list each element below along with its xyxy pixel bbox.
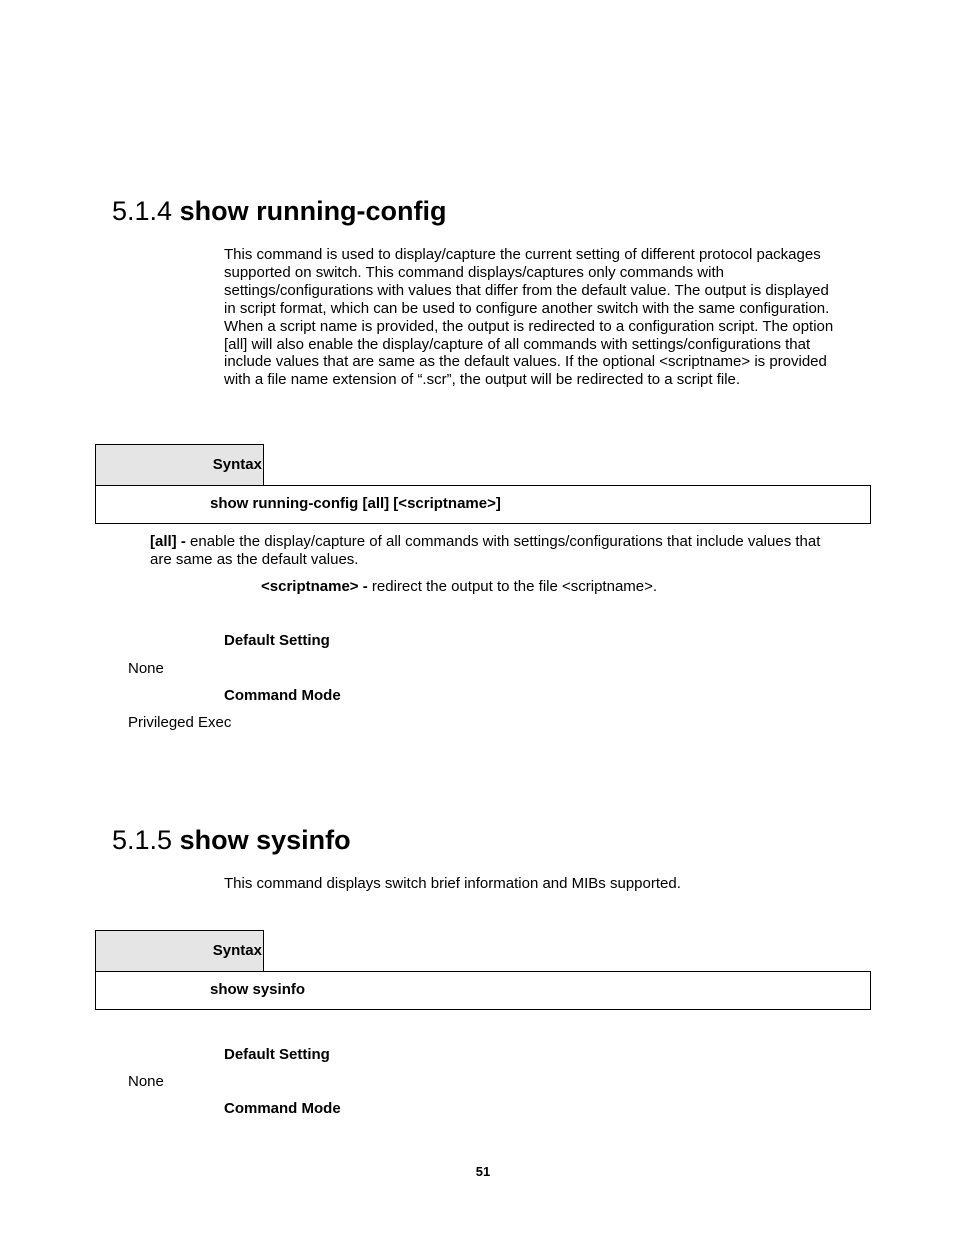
syntax-label: Syntax: [212, 456, 262, 473]
syntax-box: [95, 485, 871, 524]
section-command: show running-config: [179, 196, 447, 226]
section-heading-5-1-4: [112, 195, 447, 227]
param-name: [all] -: [150, 533, 186, 550]
default-setting-label: Default Setting: [224, 1046, 330, 1063]
section-number: 5.1.4: [112, 196, 173, 226]
param-all: [150, 533, 820, 551]
description-line: include values that are same as the default values. If the optional <scriptname> is provided: [224, 353, 827, 371]
default-setting-value: None: [128, 660, 164, 677]
section-description: [224, 246, 833, 389]
syntax-header: [95, 930, 264, 971]
param-desc: enable the display/capture of all commands with settings/configurations that include values that: [185, 533, 821, 550]
default-setting-label: Default Setting: [224, 632, 330, 649]
section-number: 5.1.5: [112, 825, 173, 855]
param-desc: redirect the output to the file <scriptname>.: [367, 578, 658, 595]
param-name: <scriptname> -: [261, 578, 368, 595]
description-line: with a file name extension of “.scr”, the output will be redirected to a script file.: [224, 371, 741, 389]
command-mode-label: Command Mode: [224, 1100, 341, 1117]
page-number: 51: [475, 1164, 491, 1179]
param-scriptname: [261, 578, 657, 596]
description-line: settings/configurations with values that differ from the default value. The output is displayed: [224, 281, 829, 299]
description-line: in script format, which can be used to configure another switch with the same configuration.: [224, 299, 830, 317]
syntax-command: show sysinfo: [210, 981, 306, 998]
command-mode-label: Command Mode: [224, 687, 341, 704]
description-line: When a script name is provided, the output is redirected to a configuration script. The option: [224, 317, 834, 335]
section-command: show sysinfo: [179, 825, 351, 855]
default-setting-value: None: [128, 1073, 164, 1090]
section-heading-5-1-5: [112, 824, 351, 856]
syntax-box: [95, 971, 871, 1010]
description-line: supported on switch. This command displays/captures only commands with: [224, 263, 724, 281]
description-line: This command is used to display/capture the current setting of different protocol packages: [224, 246, 821, 263]
syntax-label: Syntax: [212, 942, 262, 959]
command-mode-value: Privileged Exec: [128, 714, 232, 731]
syntax-header: [95, 444, 264, 485]
param-all-continued: are same as the default values.: [150, 551, 359, 568]
description-line: [all] will also enable the display/capture of all commands with settings/configurations that: [224, 335, 811, 353]
syntax-command: show running-config [all] [<scriptname>]: [210, 495, 501, 512]
section-description: This command displays switch brief information and MIBs supported.: [224, 875, 681, 892]
